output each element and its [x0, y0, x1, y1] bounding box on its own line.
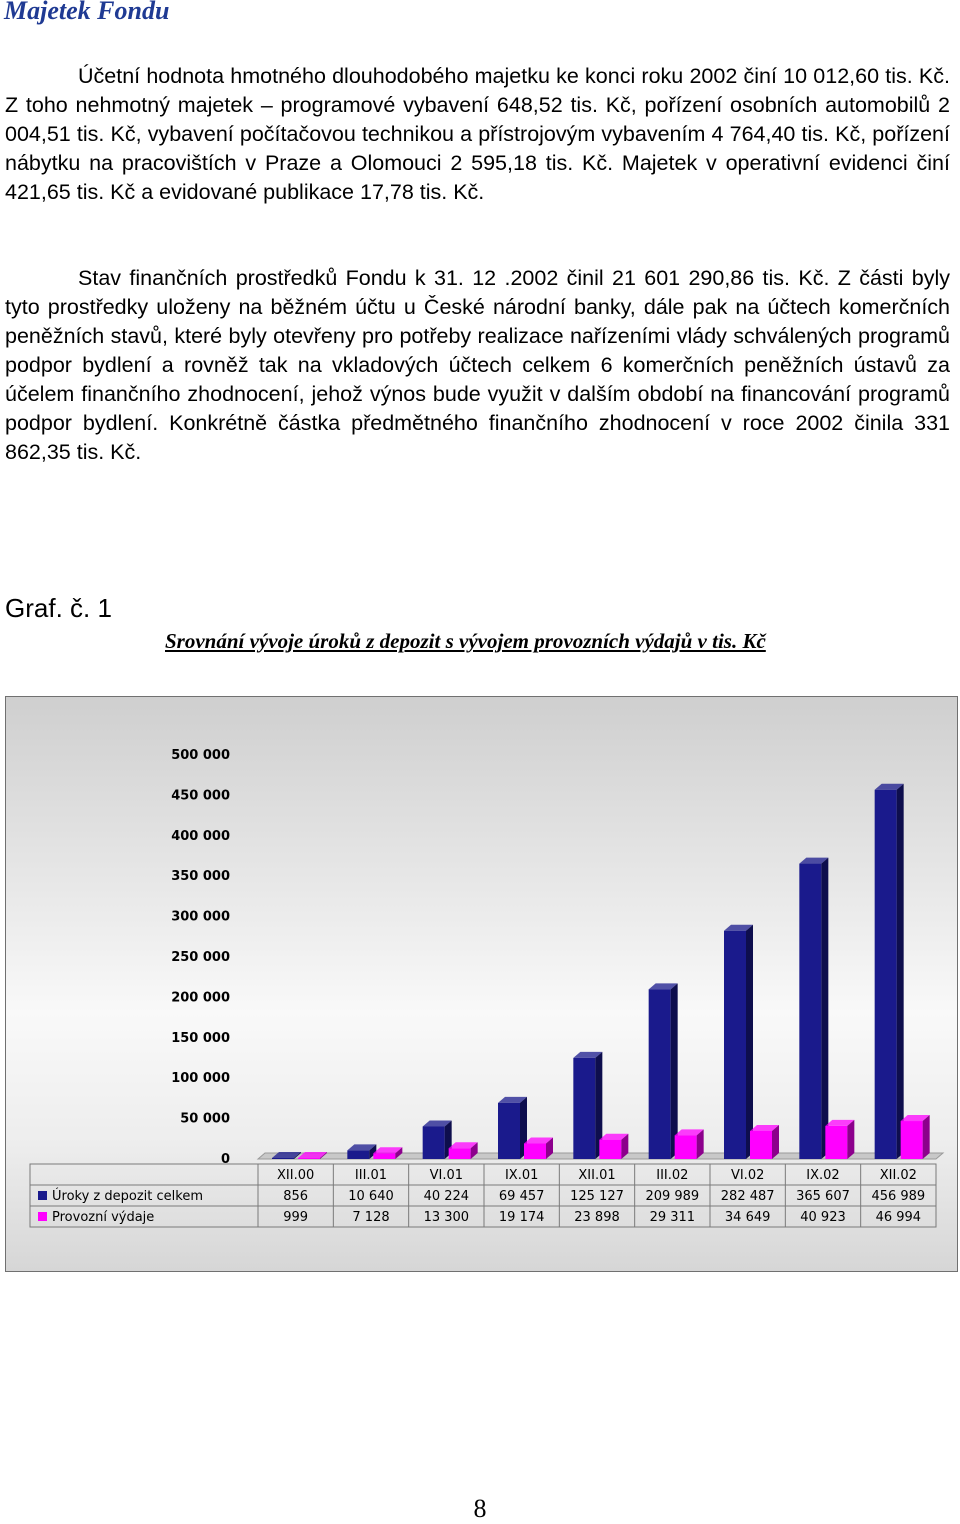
x-category-label: IX.02	[806, 1168, 840, 1183]
legend-swatch	[38, 1191, 47, 1200]
data-table-value: 19 174	[498, 1210, 545, 1225]
data-table-value: 34 649	[724, 1210, 771, 1225]
bar-chart	[6, 697, 957, 1271]
data-table-value: 209 989	[645, 1189, 700, 1204]
y-tick-label: 450 000	[171, 788, 230, 804]
data-table-value: 282 487	[720, 1189, 775, 1204]
x-category-label: VI.01	[429, 1168, 464, 1183]
y-tick-label: 100 000	[171, 1071, 230, 1087]
paragraph-funds: Stav finančních prostředků Fondu k 31. 12 .2002 činil 21 601 290,86 tis. Kč. Z části byly tyto prostředky uloženy na běžném účtu u České národní banky, dále pak na účtech komerčních peněžních stavů, které byly otevřeny pro potřeby realizace nařízeními vlády schválených programů podpor bydlení a rovněž tak na vkladových účtech celkem 6 komerčních peněžních ústavů za účelem finančního zhodnocení, jehož výnos bude využit v dalším období na financování programů podpor bydlení. Konkrétně částka předmětného finančního zhodnocení v roce 2002 činila 331 862,35 tis. Kč.	[5, 266, 950, 464]
y-tick-label: 500 000	[171, 748, 230, 763]
data-table-value: 23 898	[574, 1210, 620, 1225]
legend-swatch	[38, 1212, 47, 1221]
legend-series-name: Úroky z depozit celkem	[52, 1189, 203, 1204]
bar-expenses	[449, 1142, 478, 1159]
bar-front	[423, 1126, 445, 1159]
bar-expenses	[901, 1115, 930, 1159]
data-table-value: 69 457	[498, 1189, 545, 1204]
x-category-label: XII.02	[879, 1168, 917, 1183]
bar-front	[675, 1135, 697, 1159]
y-tick-label: 250 000	[171, 950, 230, 965]
bar-front	[724, 931, 746, 1159]
bar-front	[573, 1058, 595, 1159]
bar-front	[799, 864, 821, 1159]
graph-title: Srovnání vývoje úroků z depozit s vývojem provozních výdajů v tis. Kč	[165, 629, 766, 653]
bar-interest	[649, 983, 678, 1159]
x-category-label: XII.01	[578, 1168, 616, 1183]
y-tick-label: 200 000	[171, 990, 230, 1006]
bar-side	[671, 983, 678, 1159]
data-table-value: 29 311	[649, 1210, 696, 1225]
bar-front	[524, 1144, 546, 1159]
data-table-value: 125 127	[570, 1189, 624, 1204]
x-category-label: VI.02	[730, 1168, 765, 1183]
bar-front	[901, 1121, 923, 1159]
data-table-value: 40 224	[423, 1189, 470, 1204]
bar-side	[746, 925, 753, 1159]
x-category-label: III.01	[354, 1168, 388, 1183]
bar-front	[449, 1148, 471, 1159]
bar-side	[897, 784, 904, 1159]
bar-side	[847, 1120, 854, 1159]
data-table-value: 13 300	[423, 1210, 470, 1225]
graph-label: Graf. č. 1	[5, 593, 112, 623]
bar-expenses	[599, 1134, 628, 1159]
bar-front	[599, 1140, 621, 1159]
bar-front	[649, 989, 671, 1159]
paragraph-assets: Účetní hodnota hmotného dlouhodobého majetku ke konci roku 2002 činí 10 012,60 tis. Kč. Z toho nehmotný majetek – programové vybavení 648,52 tis. Kč, pořízení osobních automobilů 2 004,51 tis. Kč, vybavení počítačovou technikou a přístrojovým vybavením 4 764,40 tis. Kč, pořízení nábytku na pracovištích v Praze a Olomouci 2 595,18 tis. Kč. Majetek v operativní evidenci činí 421,65 tis. Kč a evidované publikace 17,78 tis. Kč.	[5, 64, 950, 204]
y-tick-label: 300 000	[171, 909, 230, 925]
data-table-value: 7 128	[352, 1210, 390, 1225]
bar-expenses	[524, 1138, 553, 1159]
data-table-value: 10 640	[348, 1189, 394, 1204]
bar-expenses	[825, 1120, 854, 1159]
bar-front	[347, 1150, 369, 1159]
x-category-label: IX.01	[504, 1168, 539, 1183]
bar-front	[272, 1158, 294, 1159]
bar-front	[498, 1103, 520, 1159]
bar-front	[750, 1131, 772, 1159]
y-tick-label: 0	[220, 1152, 230, 1167]
bar-interest	[573, 1052, 602, 1159]
y-tick-label: 400 000	[171, 828, 230, 844]
y-tick-label: 350 000	[171, 869, 230, 885]
bar-front	[298, 1158, 320, 1159]
section-heading: Majetek Fondu	[4, 0, 170, 25]
data-table-value: 999	[283, 1210, 309, 1225]
data-table-value: 856	[283, 1189, 309, 1204]
data-table-value: 46 994	[875, 1210, 922, 1225]
chart-frame	[5, 696, 958, 1272]
page-number: 8	[473, 1494, 487, 1523]
legend-series-name: Provozní výdaje	[52, 1210, 155, 1225]
data-table-value: 365 607	[796, 1189, 850, 1204]
bar-front	[825, 1126, 847, 1159]
bar-front	[875, 790, 897, 1159]
x-category-label: III.02	[656, 1168, 689, 1183]
bar-interest	[799, 858, 828, 1159]
bar-side	[923, 1115, 930, 1159]
x-category-label: XII.00	[277, 1168, 315, 1183]
bar-expenses	[675, 1129, 704, 1159]
bar-side	[821, 858, 828, 1159]
y-tick-label: 50 000	[180, 1111, 230, 1127]
bar-interest	[875, 784, 904, 1159]
bar-expenses	[750, 1125, 779, 1159]
bar-interest	[498, 1097, 527, 1159]
bar-interest	[423, 1120, 452, 1159]
data-table-value: 40 923	[800, 1210, 846, 1225]
data-table-value: 456 989	[871, 1189, 926, 1204]
bar-interest	[724, 925, 753, 1159]
y-tick-label: 150 000	[171, 1030, 230, 1046]
bar-front	[373, 1153, 395, 1159]
